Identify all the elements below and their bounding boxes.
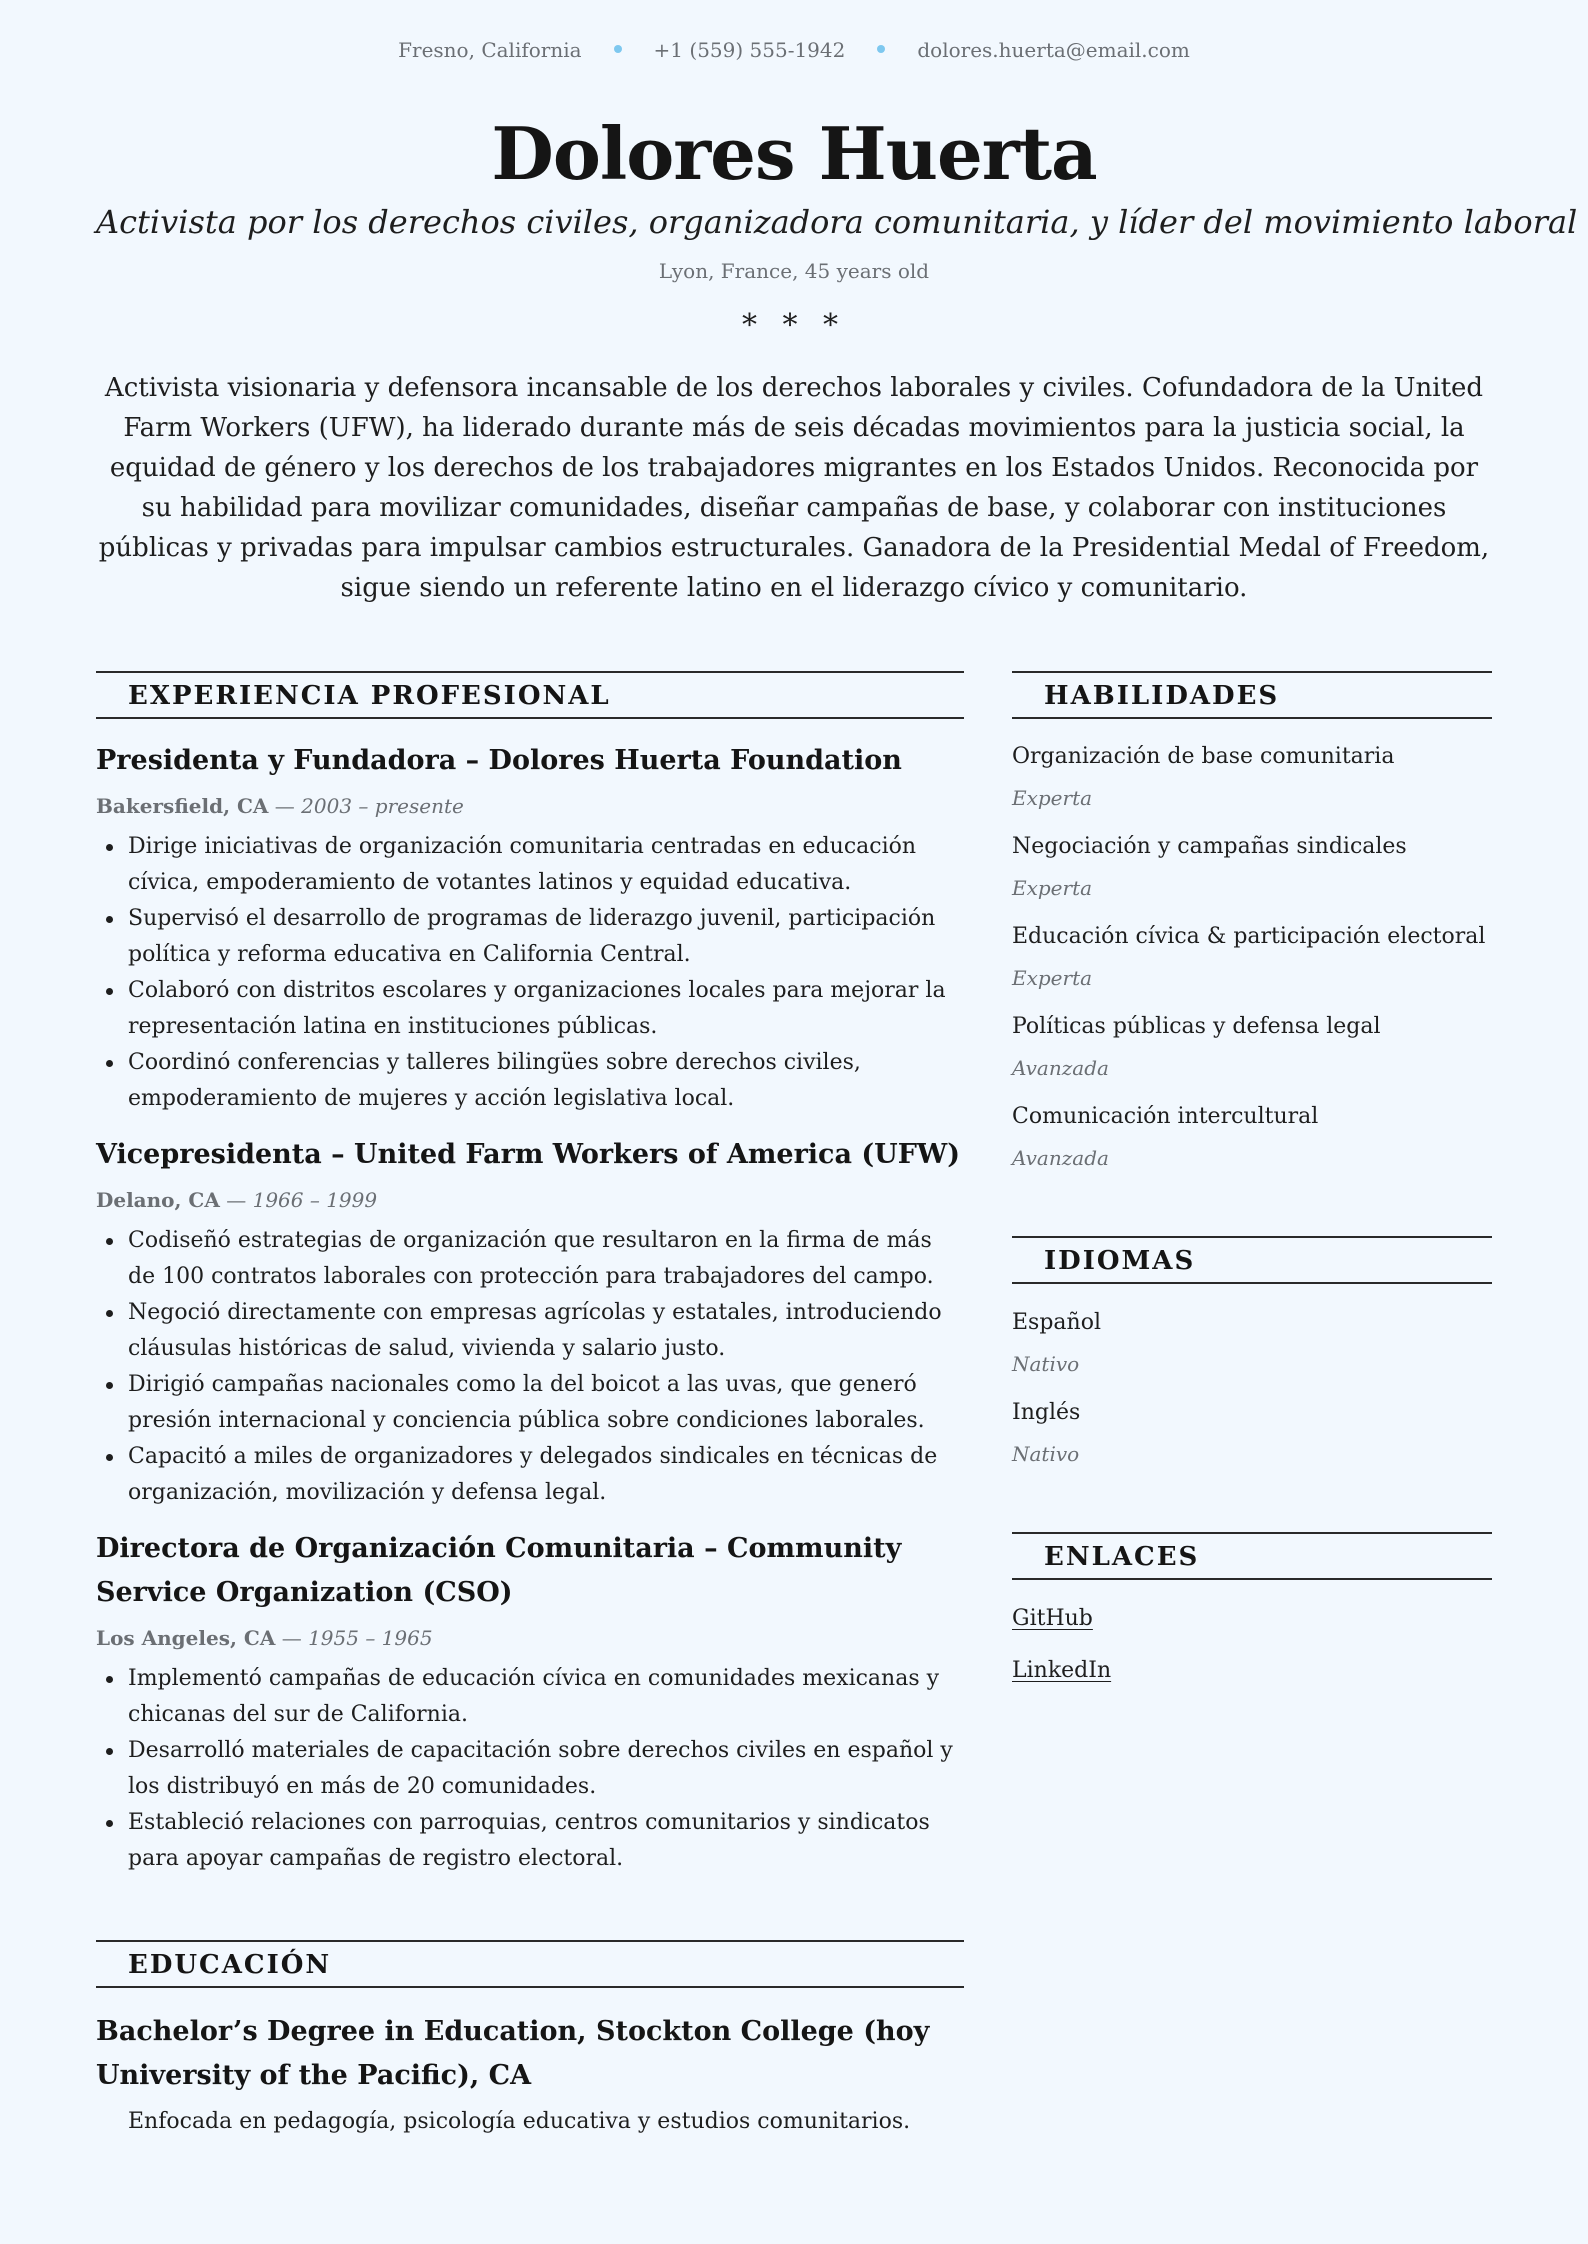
language-level: Nativo xyxy=(1012,1442,1080,1466)
contact-email: dolores.huerta@email.com xyxy=(917,38,1190,62)
experience-heading-label: EXPERIENCIA PROFESIONAL xyxy=(128,681,611,711)
job-location: Los Angeles, CA xyxy=(96,1626,276,1650)
job-bullet: Desarrolló materiales de capacitación sobre derechos civiles en español y los distribuyó en más de 20 comunidades. xyxy=(128,1733,964,1805)
job-bullets xyxy=(96,1661,964,1877)
experience-heading xyxy=(96,671,964,719)
job-bullet: Colaboró con distritos escolares y organizaciones locales para mejorar la representación latina en instituciones públicas. xyxy=(128,973,964,1045)
job-meta: Los Angeles, CA — 1955 – 1965 xyxy=(96,1626,433,1650)
job-meta: Delano, CA — 1966 – 1999 xyxy=(96,1188,378,1212)
contact-phone: +1 (559) 555-1942 xyxy=(653,38,846,62)
summary: Activista visionaria y defensora incansable de los derechos laborales y civiles. Cofundadora de la United Farm Workers (UFW), ha liderado durante más de seis décadas movimientos para la justicia social, la equidad de género y los derechos de los trabajadores migrantes en los Estados Unidos. Reconocida por su habilidad para movilizar comunidades, diseñar campañas de base, y colaborar con instituciones públicas y privadas para impulsar cambios estructurales. Ganadora de la Presidential Medal of Freedom, sigue siendo un referente latino en el liderazgo cívico y comunitario. xyxy=(98,373,1490,603)
job-location: Bakersfield, CA xyxy=(96,794,269,818)
job-dates: 2003 – presente xyxy=(301,794,464,818)
job-dates: 1966 – 1999 xyxy=(252,1188,378,1212)
education-description: Enfocada en pedagogía, psicología educativa y estudios comunitarios. xyxy=(128,2109,911,2134)
education-heading-label: EDUCACIÓN xyxy=(128,1950,332,1980)
skill-name: Negociación y campañas sindicales xyxy=(1012,834,1407,859)
language-level: Nativo xyxy=(1012,1352,1080,1376)
skill-level: Experta xyxy=(1012,966,1093,990)
person-name: Dolores Huerta xyxy=(491,111,1097,196)
links-heading-label: ENLACES xyxy=(1044,1542,1200,1572)
bullet-separator-icon xyxy=(877,45,885,53)
languages-heading xyxy=(1012,1236,1492,1284)
job-bullet: Supervisó el desarrollo de programas de liderazgo juvenil, participación política y reforma educativa en California Central. xyxy=(128,901,964,973)
bullet-separator-icon xyxy=(614,45,622,53)
contact-bar xyxy=(96,34,1492,66)
github-link[interactable]: GitHub xyxy=(1012,1606,1093,1631)
job-bullet: Codiseñó estrategias de organización que resultaron en la firma de más de 100 contratos laborales con protección para trabajadores del campo. xyxy=(128,1223,964,1295)
location-age: Lyon, France, 45 years old xyxy=(658,259,930,283)
job-title: Directora de Organización Comunitaria – Community Service Organization (CSO) xyxy=(96,1533,902,1608)
skill-name: Comunicación intercultural xyxy=(1012,1104,1319,1129)
skill-level: Avanzada xyxy=(1012,1146,1109,1170)
skill-level: Avanzada xyxy=(1012,1056,1109,1080)
job-bullet: Coordinó conferencias y talleres bilingües sobre derechos civiles, empoderamiento de mujeres y acción legislativa local. xyxy=(128,1045,964,1117)
section-divider: * * * xyxy=(741,308,847,343)
job-bullets xyxy=(96,1223,964,1511)
job-dates: 1955 – 1965 xyxy=(308,1626,433,1650)
links-heading xyxy=(1012,1532,1492,1580)
headline: Activista por los derechos civiles, organizadora comunitaria, y líder del movimiento laboral xyxy=(96,203,1578,241)
skill-name: Educación cívica & participación electoral xyxy=(1012,924,1486,949)
skill-level: Experta xyxy=(1012,786,1093,810)
language-name: Español xyxy=(1012,1310,1101,1335)
job-bullet: Estableció relaciones con parroquias, centros comunitarios y sindicatos para apoyar campañas de registro electoral. xyxy=(128,1805,964,1877)
job-bullet: Capacitó a miles de organizadores y delegados sindicales en técnicas de organización, movilización y defensa legal. xyxy=(128,1439,964,1511)
job-meta: Bakersfield, CA — 2003 – presente xyxy=(96,794,464,818)
job-bullet: Dirigió campañas nacionales como la del boicot a las uvas, que generó presión internacional y conciencia pública sobre condiciones laborales. xyxy=(128,1367,964,1439)
skill-name: Organización de base comunitaria xyxy=(1012,744,1395,769)
linkedin-link[interactable]: LinkedIn xyxy=(1012,1658,1112,1683)
skills-heading-label: HABILIDADES xyxy=(1044,681,1280,711)
job-bullets xyxy=(96,829,964,1117)
skill-name: Políticas públicas y defensa legal xyxy=(1012,1014,1381,1039)
job-bullet: Dirige iniciativas de organización comunitaria centradas en educación cívica, empoderamiento de votantes latinos y equidad educativa. xyxy=(128,829,964,901)
education-title: Bachelor’s Degree in Education, Stockton College (hoy University of the Pacific), CA xyxy=(96,2016,930,2091)
job-bullet: Implementó campañas de educación cívica en comunidades mexicanas y chicanas del sur de California. xyxy=(128,1661,964,1733)
job-title: Presidenta y Fundadora – Dolores Huerta Foundation xyxy=(96,745,902,776)
skill-level: Experta xyxy=(1012,876,1093,900)
contact-location: Fresno, California xyxy=(398,38,582,62)
job-bullet: Negoció directamente con empresas agrícolas y estatales, introduciendo cláusulas históricas de salud, vivienda y salario justo. xyxy=(128,1295,964,1367)
education-heading xyxy=(96,1940,964,1988)
languages-heading-label: IDIOMAS xyxy=(1044,1246,1196,1276)
job-location: Delano, CA xyxy=(96,1188,220,1212)
skills-heading xyxy=(1012,671,1492,719)
job-title: Vicepresidenta – United Farm Workers of America (UFW) xyxy=(96,1139,960,1170)
language-name: Inglés xyxy=(1012,1400,1081,1425)
